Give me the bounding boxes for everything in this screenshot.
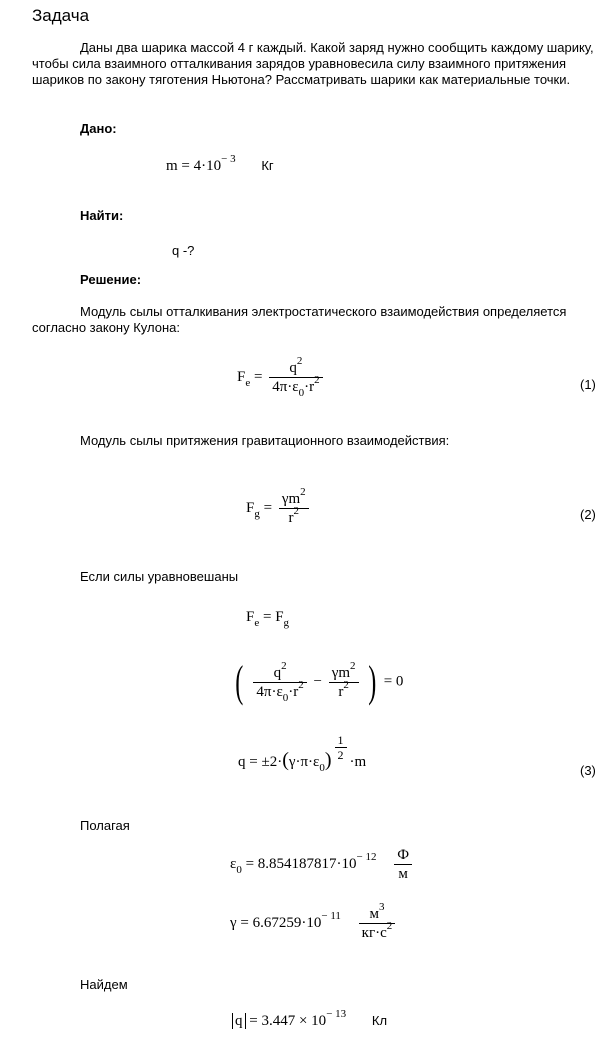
charge-formula: $q = \pm 2\cdot(\gamma\cdot\pi\cdot\varepsilon_0)$ $\frac{1}{2}$ ·m: [238, 733, 367, 774]
zero-equation: ( $\frac{q^2}{4\pi\cdot\varepsilon_0\cdot r^2}$ − $\frac{\gamma m^2}{r^2}$ ) = 0: [235, 657, 404, 706]
epsilon-equation: $\varepsilon_0 = 8.854187817\cdot 10^{- 12}$ $\frac{Ф}{м}$: [230, 846, 415, 883]
coulomb-fraction: $\frac{q^2}{4\pi\cdot\varepsilon_0\cdot r^2}$: [269, 359, 322, 396]
page-title: Задача: [32, 6, 90, 25]
gamma-unit: $\frac{м^3}{кг\cdot с^2}$: [359, 905, 396, 942]
gamma-equation: $\gamma = 6.67259\cdot 10^{- 11}$ $\frac{м^3}{кг\cdot с^2}$: [230, 905, 398, 942]
assume-text: Полагая: [80, 818, 130, 833]
equation-number-2: (2): [580, 507, 596, 522]
equation-number-3: (3): [580, 763, 596, 778]
equation-number-1: (1): [580, 377, 596, 392]
result-equation: $q = 3.447 \times 10^{- 13}$ Кл: [232, 1013, 387, 1030]
solution-heading: Решение:: [80, 272, 142, 287]
left-paren: (: [235, 657, 244, 706]
find-text: q -?: [172, 243, 195, 258]
exponent-half: $\frac{1}{2}$: [335, 733, 347, 762]
grav-text: Модуль сылы притяжения гравитационного взаимодействия:: [80, 433, 450, 448]
problem-text: Даны два шарика массой 4 г каждый. Какой заряд нужно сообщить каждому шарику, чтобы сила взаимного отталкивания зарядов уравновесила силу взаимного притяжения шариков по закону тяготения Ньютона? Рассматривать шарики как материальные точки.: [32, 40, 594, 87]
given-heading: Дано:: [80, 121, 117, 136]
find-heading: Найти:: [80, 208, 124, 223]
gravity-equation: $F_g$ = $\frac{\gamma m^2}{r^2}$: [246, 490, 312, 527]
balance-equation: $F_e = F_g$: [246, 609, 290, 629]
right-paren: ): [368, 657, 377, 706]
find-result-text: Найдем: [80, 977, 128, 992]
abs-value: q: [232, 1013, 246, 1029]
balance-text: Если силы уравновешаны: [80, 569, 239, 584]
result-unit: Кл: [371, 1013, 388, 1028]
coulomb-equation: $F_e$ = $\frac{q^2}{4\pi\cdot\varepsilon_0\cdot r^2}$: [237, 359, 326, 396]
epsilon-unit: $\frac{Ф}{м}$: [394, 846, 412, 883]
mass-unit: Кг: [261, 158, 274, 173]
gravity-fraction: $\frac{\gamma m^2}{r^2}$: [279, 490, 309, 527]
given-mass-equation: $m = 4\cdot 10^{- 3}$ Кг: [166, 153, 274, 174]
coulomb-text: Модуль сылы отталкивания электростатического взаимодействия определяется согласно закону Кулона:: [32, 304, 567, 335]
